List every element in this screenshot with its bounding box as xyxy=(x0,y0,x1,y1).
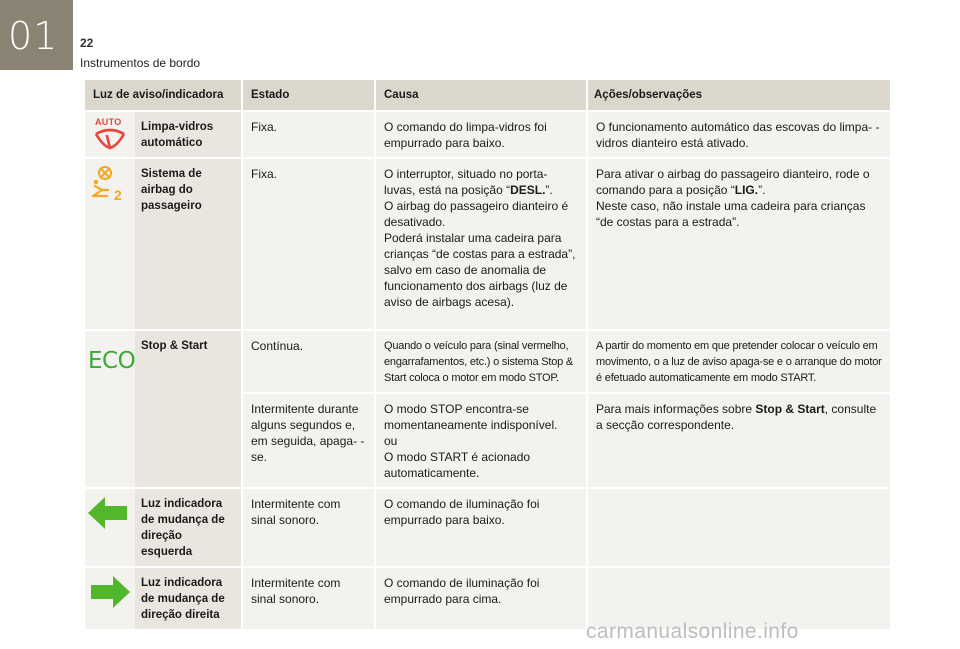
light-action xyxy=(587,393,891,488)
eco-icon xyxy=(85,339,137,379)
action-text: , consulte a secção correspondente. xyxy=(596,402,877,432)
left-turn-arrow-icon xyxy=(85,493,137,533)
table-row xyxy=(85,488,891,567)
table-header-row xyxy=(85,80,891,111)
cause-text: Poderá instalar uma cadeira para crianças “de costas para a estrada”, salvo em caso de anomalia de funcionamento dos airbags (luz de aviso de airbags acesa). xyxy=(384,231,576,309)
chapter-tab xyxy=(0,0,73,70)
svg-text:2: 2 xyxy=(114,187,122,203)
light-state: Intermitente durante alguns segundos e, em seguida, apaga- -se. xyxy=(242,393,375,488)
light-name: Limpa-vidros automático xyxy=(135,111,242,158)
light-action xyxy=(587,488,891,567)
icon-cell xyxy=(85,488,135,567)
light-state: Contínua. xyxy=(242,330,375,393)
cause-text: O interruptor, situado no porta-luvas, está na posição “ xyxy=(384,167,548,197)
light-state: Intermitente com sinal sonoro. xyxy=(242,488,375,567)
eco-icon-label: ECO xyxy=(88,348,136,374)
page-title: Instrumentos de bordo xyxy=(80,56,201,70)
light-state: Fixa. xyxy=(242,158,375,330)
cause-text: O modo START é acionado automaticamente. xyxy=(384,450,531,480)
table-row xyxy=(85,158,891,330)
light-state: Intermitente com sinal sonoro. xyxy=(242,567,375,629)
icon-cell xyxy=(85,330,135,488)
column-header: Estado xyxy=(242,80,375,111)
light-name: Luz indicadora de mudança de direção esquerda xyxy=(135,488,242,567)
icon-cell xyxy=(85,111,135,158)
column-header: Ações/observações xyxy=(587,80,891,111)
page-number: 22 xyxy=(80,36,94,50)
warning-lights-table xyxy=(85,80,892,629)
light-cause: Quando o veículo para (sinal vermelho, engarrafamentos, etc.) o sistema Stop & Start coloca o motor em modo STOP. xyxy=(375,330,587,393)
action-text: Neste caso, não instale uma cadeira para crianças “de costas para a estrada”. xyxy=(596,199,866,229)
action-text: Para ativar o airbag do passageiro dianteiro, rode o comando para a posição “ xyxy=(596,167,870,197)
auto-wiper-icon xyxy=(85,112,137,152)
cause-text: ou xyxy=(384,434,398,448)
light-name: Luz indicadora de mudança de direção direita xyxy=(135,567,242,629)
watermark: carmanualsonline.info xyxy=(586,620,799,643)
auto-wiper-icon-label: AUTO xyxy=(95,117,122,127)
icon-cell xyxy=(85,567,135,629)
right-turn-arrow-icon xyxy=(85,572,137,612)
light-state: Fixa. xyxy=(242,111,375,158)
column-header: Causa xyxy=(375,80,587,111)
cause-text: O modo STOP encontra-se momentaneamente indisponível. xyxy=(384,402,558,432)
keyword: DESL. xyxy=(510,183,546,197)
icon-cell xyxy=(85,158,135,330)
chapter-number: 01 xyxy=(8,14,59,58)
light-cause: O comando de iluminação foi empurrado para baixo. xyxy=(375,488,587,567)
cause-text: ”. xyxy=(545,183,553,197)
column-header: Luz de aviso/indicadora xyxy=(85,80,242,111)
light-cause xyxy=(375,158,587,330)
light-action: O funcionamento automático das escovas do limpa- -vidros dianteiro está ativado. xyxy=(587,111,891,158)
table-row xyxy=(85,111,891,158)
light-cause xyxy=(375,393,587,488)
action-text: ”. xyxy=(758,183,766,197)
light-action: A partir do momento em que pretender colocar o veículo em movimento, o a luz de aviso apaga-se e o arranque do motor é efetuado automaticamente em modo START. xyxy=(587,330,891,393)
light-name: Sistema de airbag do passageiro xyxy=(135,158,242,330)
light-cause: O comando do limpa-vidros foi empurrado para baixo. xyxy=(375,111,587,158)
light-action xyxy=(587,158,891,330)
light-name: Stop & Start xyxy=(135,330,242,488)
light-cause: O comando de iluminação foi empurrado para cima. xyxy=(375,567,587,629)
passenger-airbag-off-icon xyxy=(85,163,137,203)
action-text: Para mais informações sobre xyxy=(596,402,756,416)
keyword: Stop & Start xyxy=(755,402,825,416)
keyword: LIG. xyxy=(734,183,759,197)
cause-text: O airbag do passageiro dianteiro é desativado. xyxy=(384,199,569,229)
table-row xyxy=(85,330,891,393)
